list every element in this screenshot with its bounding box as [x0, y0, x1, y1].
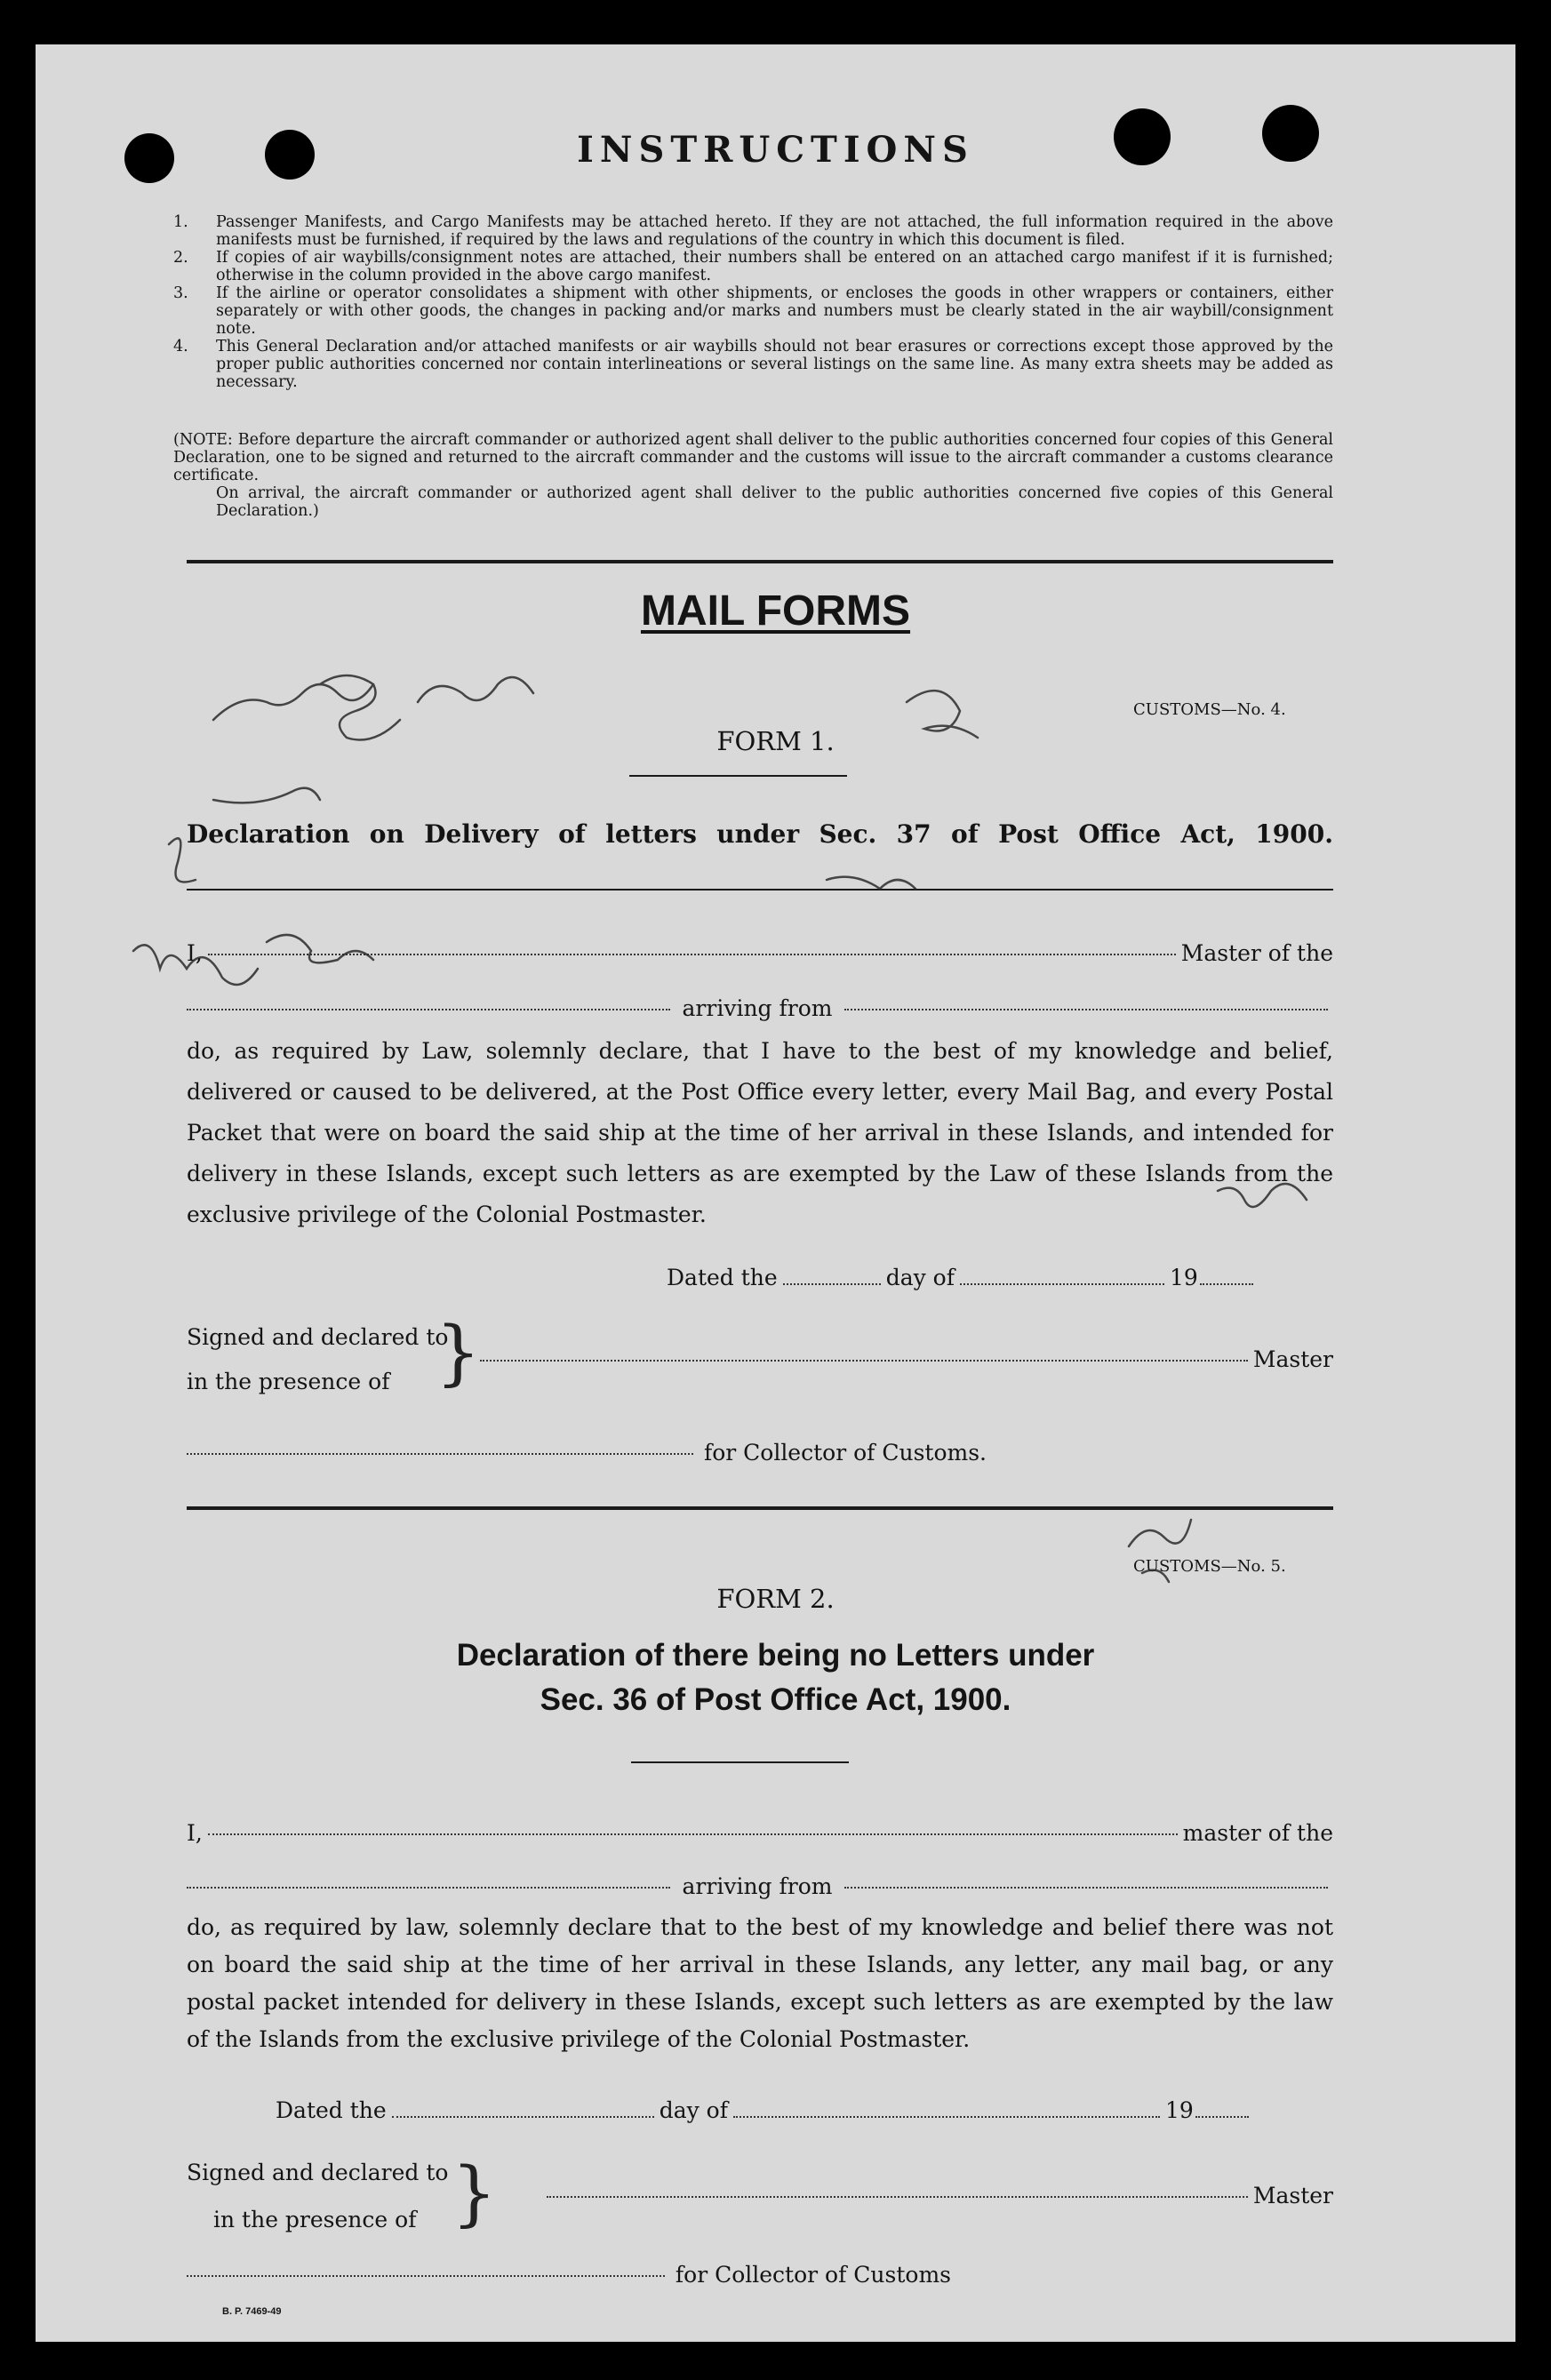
form2-title-rule [631, 1761, 849, 1763]
form2-name-row: I, master of the [187, 1820, 1333, 1846]
form1-ship-field[interactable] [187, 1009, 670, 1010]
form2-collector-row: for Collector of Customs [187, 2262, 951, 2288]
form1-signed-label: Signed and declared to [187, 1324, 449, 1350]
instruction-item: 2. If copies of air waybills/consignment notes are attached, their numbers shall be entered on an attached cargo manifest if it is furnished; otherwise in the column provided in the above cargo manifest. [173, 249, 1333, 284]
form1-ship-row [187, 995, 1333, 1021]
instruction-item: 4. This General Declaration and/or attached manifests or air waybills should not bear erasures or corrections except those approved by the proper public authorities concerned nor contain interlineations or several listings on the same line. As many extra sheets may be added as necessary. [173, 338, 1333, 391]
form2-title-line2: Sec. 36 of Post Office Act, 1900. [540, 1682, 1011, 1717]
form1-declaration-title: Declaration on Delivery of letters under Sec. 37 of Post Office Act, 1900. [187, 819, 1333, 849]
form2-title-line1: Declaration of there being no Letters under [456, 1638, 1095, 1673]
document-page [36, 44, 1515, 2342]
form2-date-day-field[interactable] [392, 2116, 654, 2118]
form1-brace: } [436, 1311, 481, 1394]
form1-customs-number: CUSTOMS—No. 4. [1133, 700, 1286, 719]
instructions-list [173, 213, 1333, 391]
form2-master-row: Master [547, 2183, 1333, 2208]
form1-collector-field[interactable] [187, 1453, 693, 1455]
form2-signed-label: Signed and declared to [187, 2160, 449, 2185]
form2-name-field[interactable] [208, 1833, 1178, 1835]
form1-date-day-field[interactable] [783, 1283, 881, 1285]
form2-customs-number: CUSTOMS—No. 5. [1133, 1557, 1286, 1576]
form2-date-row: Dated the day of 19 [276, 2097, 1333, 2123]
form1-master-field[interactable] [480, 1360, 1248, 1362]
form1-date-year-field[interactable] [1200, 1283, 1253, 1285]
instruction-item: 1. Passenger Manifests, and Cargo Manifests may be attached hereto. If they are not attached, the full information required in the above manifests must be furnished, if required by the laws and regulations of the country in which this document is filed. [173, 213, 1333, 249]
form2-presence-label: in the presence of [213, 2207, 417, 2232]
form2-ship-field[interactable] [187, 1887, 670, 1889]
form1-master-row: Master [480, 1346, 1333, 1372]
form2-label: FORM 2. [716, 1584, 835, 1614]
form1-name-field[interactable] [208, 954, 1176, 955]
mail-forms-title: MAIL FORMS [640, 587, 911, 635]
form1-date-row: Dated the day of 19 [667, 1265, 1333, 1290]
instruction-item: 3. If the airline or operator consolidates a shipment with other shipments, or encloses the goods in other wrappers or containers, either separately or with other goods, the changes in packing and/or marks and numbers must be clearly stated in the air waybill/consignment note. [173, 284, 1333, 338]
form1-label: FORM 1. [716, 726, 835, 756]
form2-brace: } [452, 2152, 497, 2234]
form1-i-label: I, [187, 940, 203, 966]
form2-master-field[interactable] [547, 2196, 1248, 2198]
form2-origin-field[interactable] [844, 1887, 1328, 1889]
form-divider [187, 1506, 1333, 1510]
form1-title-rule [187, 889, 1333, 891]
form1-presence-label: in the presence of [187, 1369, 390, 1394]
form1-name-row [187, 940, 1333, 966]
form2-date-month-field[interactable] [733, 2116, 1160, 2118]
print-code: B. P. 7469-49 [222, 2306, 282, 2317]
form1-arriving-label: arriving from [682, 995, 833, 1021]
section-divider [187, 560, 1333, 563]
form1-collector-row: for Collector of Customs. [187, 1440, 987, 1466]
instructions-heading: INSTRUCTIONS [577, 129, 974, 171]
form1-label-rule [629, 775, 847, 777]
form1-body: do, as required by Law, solemnly declare, that I have to the best of my knowledge and belief, delivered or caused to be delivered, at the Post Office every letter, every Mail Bag, and every Postal Packet that were on board the said ship at the time of her arrival in these Islands, and intended for delivery in these Islands, except such letters as are exempted by the Law of these Islands from the exclusive privilege of the Colonial Postmaster. [187, 1038, 1333, 1227]
form2-date-year-field[interactable] [1195, 2116, 1249, 2118]
form1-date-month-field[interactable] [960, 1283, 1164, 1285]
instructions-note-arrival: On arrival, the aircraft commander or authorized agent shall deliver to the public authorities concerned five copies of this General Declaration.) [216, 484, 1333, 520]
instructions-note: (NOTE: Before departure the aircraft commander or authorized agent shall deliver to the public authorities concerned four copies of this General Declaration, one to be signed and returned to the aircraft commander and the customs will issue to the aircraft commander a customs clearance certificate. [173, 431, 1333, 484]
form2-body: do, as required by law, solemnly declare that to the best of my knowledge and belief there was not on board the said ship at the time of her arrival in these Islands, any letter, any mail bag, or any postal packet intended for delivery in these Islands, except such letters as are exempted by the law of the Islands from the exclusive privilege of the Colonial Postmaster. [187, 1914, 1333, 2052]
form1-origin-field[interactable] [844, 1009, 1328, 1010]
form2-collector-field[interactable] [187, 2275, 665, 2277]
form1-master-of-label: Master of the [1180, 940, 1333, 966]
form2-ship-row: arriving from [187, 1873, 1333, 1899]
